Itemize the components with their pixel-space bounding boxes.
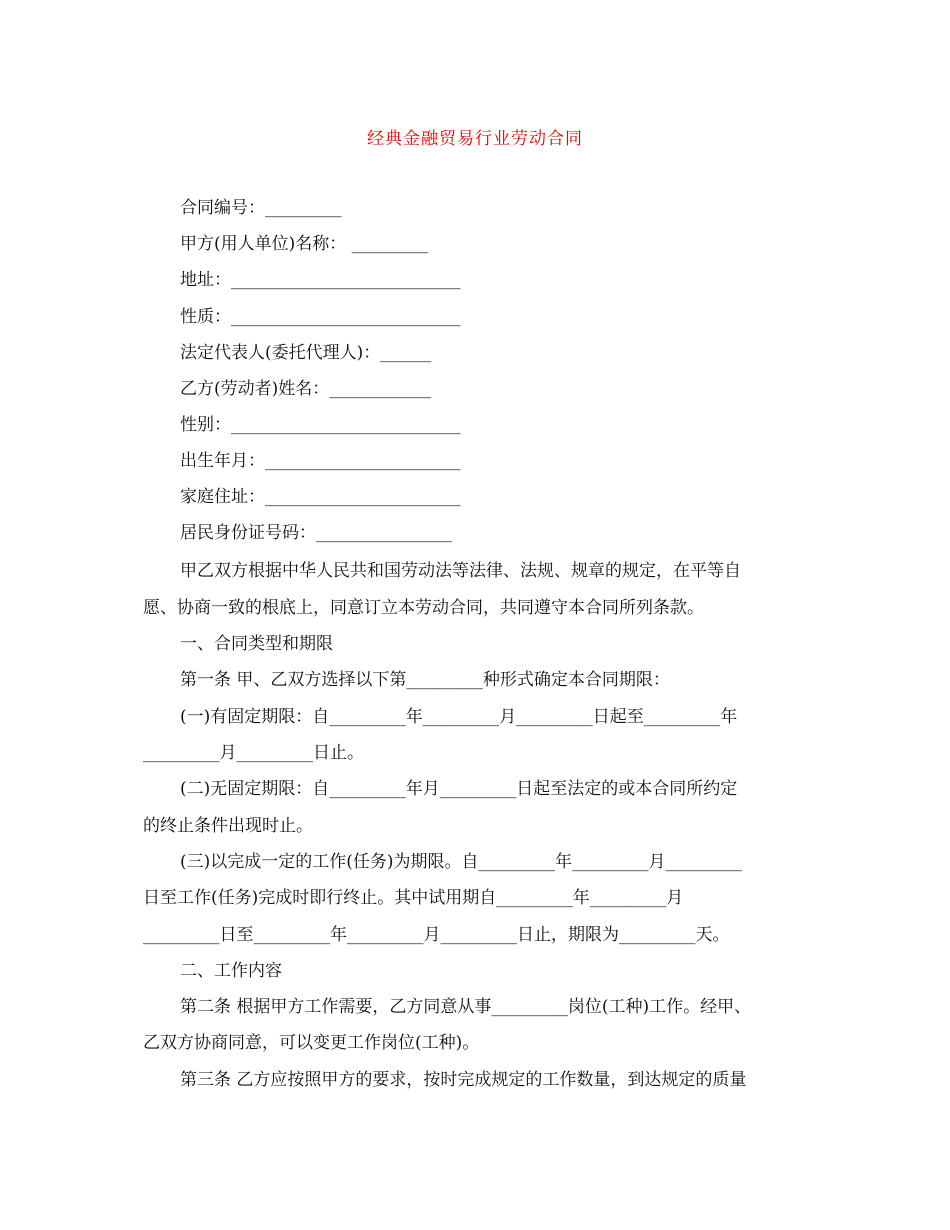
- page-title: 经典金融贸易行业劳动合同: [367, 129, 583, 149]
- article-3-line-1: 第三条 乙方应按照甲方的要求，按时完成规定的工作数量，到达规定的质量: [180, 1070, 747, 1090]
- option-3-line-2: 日至工作(任务)完成时即行终止。其中试用期自_________年_________月: [143, 888, 684, 908]
- option-1-line-2: _________月_________日止。: [143, 743, 364, 763]
- preamble-line-2: 愿、协商一致的根底上，同意订立本劳动合同，共同遵守本合同所列条款。: [143, 598, 704, 618]
- option-2-line-2: 的终止条件出现时止。: [143, 816, 313, 836]
- section-heading-2: 二、工作内容: [180, 961, 282, 981]
- address-field: 地址：___________________________: [180, 270, 461, 290]
- option-3-line-3: _________日至_________年_________月_________日止，期限为_________天。: [143, 925, 730, 945]
- party-b-name-field: 乙方(劳动者)姓名：____________: [180, 379, 432, 399]
- party-a-name-field: 甲方(用人单位)名称： _________: [180, 234, 429, 254]
- contract-number-field: 合同编号：_________: [180, 198, 342, 218]
- birth-date-field: 出生年月：_______________________: [180, 451, 461, 471]
- option-3-line-1: (三)以完成一定的工作(任务)为期限。自_________年_________月_________: [180, 852, 743, 872]
- preamble-line-1: 甲乙双方根据中华人民共和国劳动法等法律、法规、规章的规定，在平等自: [180, 561, 741, 581]
- section-heading-1: 一、合同类型和期限: [180, 634, 333, 654]
- gender-field: 性别：___________________________: [180, 415, 461, 435]
- option-1-line-1: (一)有固定期限：自_________年_________月_________日起至_________年: [180, 707, 738, 727]
- legal-representative-field: 法定代表人(委托代理人)：______: [180, 343, 432, 363]
- article-1-line: 第一条 甲、乙双方选择以下第_________种形式确定本合同期限：: [180, 670, 670, 690]
- id-number-field: 居民身份证号码：________________: [180, 523, 452, 543]
- option-2-line-1: (二)无固定期限：自_________年月_________日起至法定的或本合同所约定: [180, 779, 738, 799]
- nature-field: 性质：___________________________: [180, 307, 461, 327]
- article-2-line-2: 乙双方协商同意，可以变更工作岗位(工种)。: [143, 1033, 480, 1053]
- article-2-line-1: 第二条 根据甲方工作需要，乙方同意从事_________岗位(工种)工作。经甲、: [180, 997, 752, 1017]
- home-address-field: 家庭住址：_______________________: [180, 487, 461, 507]
